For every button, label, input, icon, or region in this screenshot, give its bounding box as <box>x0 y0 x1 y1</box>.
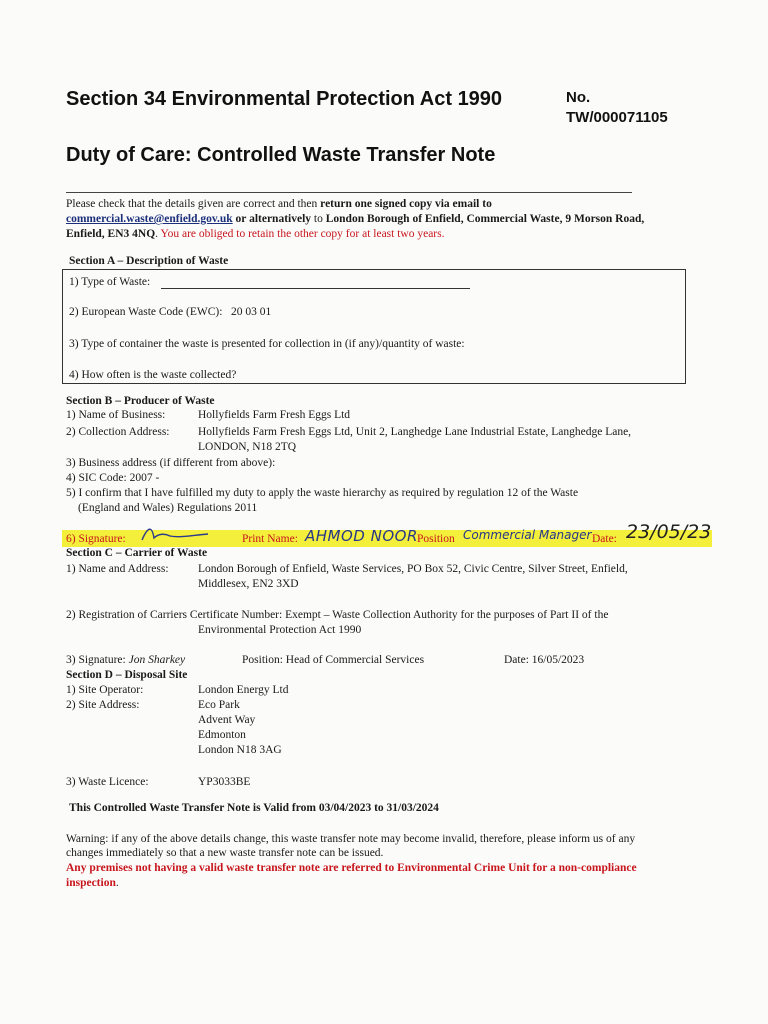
section-a-box <box>62 269 686 384</box>
intro-address-text: London Borough of Enfield, Commercial Waste, 9 Morson Road, <box>325 213 645 225</box>
producer-date-value: 23/05/23 <box>626 521 712 543</box>
position-label: Position <box>417 533 455 545</box>
intro-line-1 <box>66 197 492 212</box>
collection-frequency-label: 4) How often is the waste collected? <box>69 369 237 381</box>
intro-line-3 <box>66 227 444 242</box>
business-address-label: 3) Business address (if different from above): <box>66 457 276 469</box>
document-number-label: No. <box>566 89 591 106</box>
section-a-heading: Section A – Description of Waste <box>69 255 229 267</box>
document-title: Section 34 Environmental Protection Act 1990 <box>66 88 503 110</box>
waste-hierarchy-line-1: 5) I confirm that I have fulfilled my duty to apply the waste hierarchy as required by regulation 12 of the Waste <box>66 487 579 499</box>
carrier-signature <box>66 653 185 668</box>
waste-hierarchy-line-2: (England and Wales) Regulations 2011 <box>78 502 258 514</box>
business-name-label: 1) Name of Business: <box>66 409 166 421</box>
warning-line-2: changes immediately so that a new waste transfer note can be issued. <box>66 847 384 859</box>
intro-to-text: to <box>311 213 326 225</box>
site-address-line: London N18 3AG <box>198 744 282 756</box>
position-value: Commercial Manager <box>463 528 592 542</box>
sic-code-label: 4) SIC Code: 2007 - <box>66 472 160 484</box>
intro-text: Please check that the details given are correct and then <box>66 198 321 210</box>
print-name-value: AHMOD NOOR <box>305 527 418 545</box>
compliance-warning-line-1: Any premises not having a valid waste transfer note are referred to Environmental Crime Unit for a non-compliance <box>66 862 637 874</box>
site-address-label: 2) Site Address: <box>66 699 140 711</box>
ewc-value: 20 03 01 <box>231 306 272 318</box>
ewc-label: 2) European Waste Code (EWC): <box>69 306 223 318</box>
validity-statement: This Controlled Waste Transfer Note is Valid from 03/04/2023 to 31/03/2024 <box>69 802 439 814</box>
carrier-address-line-2: Middlesex, EN2 3XD <box>198 578 299 590</box>
warning-line-1: Warning: if any of the above details change, this waste transfer note may become invalid, therefore, please inform us of any <box>66 833 636 845</box>
intro-retain-warning: You are obliged to retain the other copy for at least two years. <box>160 228 445 240</box>
producer-signature-label: 6) Signature: <box>66 533 126 545</box>
carrier-registration-line-1: 2) Registration of Carriers Certificate Number: Exempt – Waste Collection Authority for the purposes of Part II of the <box>66 609 609 621</box>
type-of-waste-field[interactable] <box>161 288 470 289</box>
email-link[interactable]: commercial.waste@enfield.gov.uk <box>66 213 233 225</box>
section-c-heading: Section C – Carrier of Waste <box>66 547 208 559</box>
site-operator-label: 1) Site Operator: <box>66 684 144 696</box>
carrier-registration-line-2: Environmental Protection Act 1990 <box>198 624 362 636</box>
collection-address-line-2: LONDON, N18 2TQ <box>198 441 297 453</box>
collection-address-line-1: Hollyfields Farm Fresh Eggs Ltd, Unit 2, Langhedge Lane Industrial Estate, Langhedge Lane, <box>198 426 632 438</box>
intro-line-2 <box>66 212 644 227</box>
compliance-warning-text: inspection <box>66 877 116 889</box>
site-address-line: Eco Park <box>198 699 240 711</box>
header-divider <box>66 192 632 193</box>
carrier-signature-value: Jon Sharkey <box>128 654 186 666</box>
carrier-position: Position: Head of Commercial Services <box>242 654 425 666</box>
document-number: TW/000071105 <box>566 109 668 126</box>
site-operator-value: London Energy Ltd <box>198 684 289 696</box>
business-name-value: Hollyfields Farm Fresh Eggs Ltd <box>198 409 351 421</box>
compliance-warning-line-2 <box>66 876 119 891</box>
carrier-signature-label: 3) Signature: <box>66 654 129 666</box>
section-d-heading: Section D – Disposal Site <box>66 669 188 681</box>
intro-return-text: return one signed copy via email to <box>320 198 492 210</box>
site-address-line: Edmonton <box>198 729 246 741</box>
carrier-name-label: 1) Name and Address: <box>66 563 169 575</box>
handwritten-signature-icon <box>138 524 210 544</box>
print-name-label: Print Name: <box>242 533 298 545</box>
waste-licence-value: YP3033BE <box>198 776 251 788</box>
section-b-heading: Section B – Producer of Waste <box>66 395 215 407</box>
intro-period: . <box>155 228 161 240</box>
site-address-line: Advent Way <box>198 714 256 726</box>
carrier-address-line-1: London Borough of Enfield, Waste Services, PO Box 52, Civic Centre, Silver Street, Enfield, <box>198 563 628 575</box>
producer-date-label: Date: <box>592 533 617 545</box>
collection-address-label: 2) Collection Address: <box>66 426 170 438</box>
waste-licence-label: 3) Waste Licence: <box>66 776 149 788</box>
compliance-warning-period: . <box>115 877 119 889</box>
carrier-date: Date: 16/05/2023 <box>504 654 585 666</box>
type-of-waste-label: 1) Type of Waste: <box>69 276 151 288</box>
intro-postcode-text: Enfield, EN3 4NQ <box>66 228 156 240</box>
container-type-label: 3) Type of container the waste is presented for collection in (if any)/quantity of waste: <box>69 338 465 350</box>
document-subtitle: Duty of Care: Controlled Waste Transfer Note <box>66 144 496 166</box>
intro-alt-text: or alternatively <box>232 213 312 225</box>
